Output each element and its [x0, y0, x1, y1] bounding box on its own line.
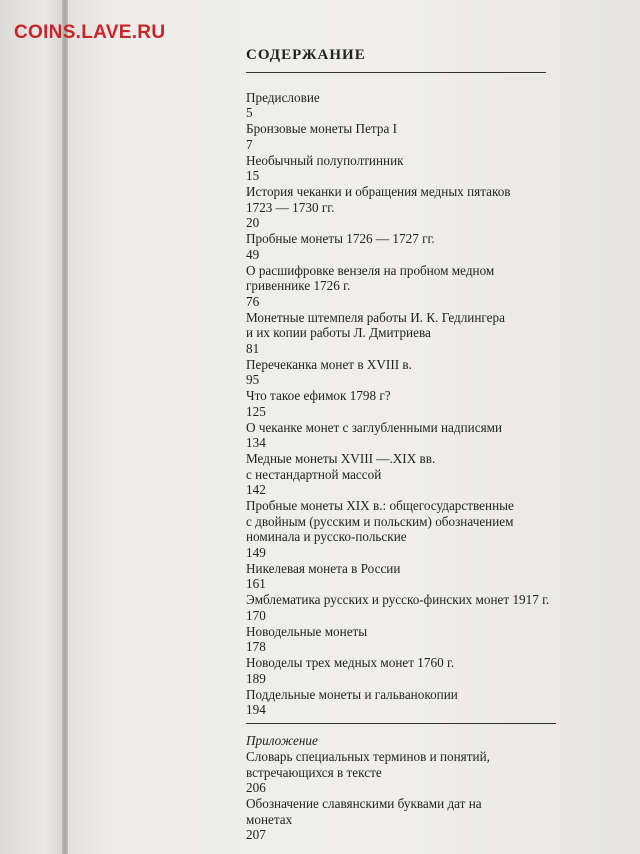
entry-page-number: 134 — [246, 435, 266, 450]
entry-page-number: 189 — [246, 670, 266, 686]
entry-page-number: 170 — [246, 607, 266, 623]
toc-entry — [246, 263, 566, 310]
toc-entry — [246, 90, 566, 121]
appendix-entries — [246, 749, 566, 843]
entry-title: Обозначение славянскими буквами дат на монетах — [246, 796, 482, 827]
entry-page-number: 20 — [246, 215, 260, 230]
entry-title: Новоделы трех медных монет 1760 г. — [246, 655, 455, 670]
entry-title: О чеканке монет с заглубленными надписями — [246, 419, 503, 435]
entry-page-number: 15 — [246, 168, 260, 183]
entry-page-number: 194 — [246, 702, 266, 717]
toc-entry — [246, 451, 566, 498]
entry-title: Пробные монеты XIX в.: общегосударственные с двойным (русским и польским) обозначением номинала и русско-польские — [246, 498, 514, 544]
entry-page-number: 206 — [246, 780, 266, 795]
toc-entry — [246, 624, 566, 655]
bottom-divider — [246, 723, 556, 724]
entry-title: Эмблематика русских и русско-финских монет 1917 г. — [246, 592, 550, 607]
watermark-text: COINS.LAVE.RU — [14, 22, 166, 43]
entry-page-number: 149 — [246, 544, 266, 560]
entry-title: Бронзовые монеты Петра I — [246, 121, 397, 136]
entry-title: Медные монеты XVIII —.XIX вв. с нестандартной массой — [246, 451, 436, 482]
toc-entry — [246, 749, 566, 796]
toc-entry — [246, 310, 566, 357]
toc-entry — [246, 184, 566, 231]
toc-entry — [246, 655, 566, 686]
entry-page-number: 178 — [246, 639, 266, 654]
top-divider — [246, 72, 546, 73]
entry-title: Никелевая монета в России — [246, 560, 401, 576]
entry-page-number: 81 — [246, 340, 260, 356]
toc-entry — [246, 498, 566, 560]
toc-entry — [246, 420, 566, 451]
entry-page-number: 125 — [246, 403, 266, 419]
toc-title: СОДЕРЖАНИЕ — [246, 47, 366, 63]
entry-title: Предисловие — [246, 89, 320, 105]
toc-entry — [246, 796, 566, 843]
entry-page-number: 207 — [246, 827, 266, 842]
entry-title: Пробные монеты 1726 — 1727 гг. — [246, 231, 435, 246]
left-page — [0, 0, 64, 854]
entry-title: Поддельные монеты и гальванокопии — [246, 686, 458, 702]
toc-entry — [246, 687, 566, 718]
entry-page-number: 142 — [246, 482, 266, 497]
entry-title: Новодельные монеты — [246, 623, 368, 639]
toc-entries — [246, 90, 566, 718]
table-of-contents — [246, 48, 566, 843]
toc-entry — [246, 153, 566, 184]
entry-page-number: 49 — [246, 246, 260, 262]
entry-page-number: 161 — [246, 576, 266, 591]
appendix-label: Приложение — [246, 732, 318, 748]
entry-title: Монетные штемпеля работы И. К. Гедлингера и их копии работы Л. Дмитриева — [246, 309, 505, 340]
entry-title: О расшифровке вензеля на пробном медном гривеннике 1726 г. — [246, 262, 495, 293]
toc-entry — [246, 561, 566, 592]
toc-entry — [246, 231, 566, 262]
entry-title: Что такое ефимок 1798 г? — [246, 388, 391, 403]
entry-title: Словарь специальных терминов и понятий, встречающихся в тексте — [246, 749, 490, 780]
entry-title: Перечеканка монет в XVIII в. — [246, 356, 412, 372]
entry-page-number: 7 — [246, 136, 253, 152]
toc-entry — [246, 357, 566, 388]
toc-entry — [246, 388, 566, 419]
entry-title: Необычный полуполтинник — [246, 152, 404, 168]
entry-page-number: 5 — [246, 105, 253, 120]
toc-entry — [246, 121, 566, 152]
toc-entry — [246, 592, 566, 623]
entry-title: История чеканки и обращения медных пятаков 1723 — 1730 гг. — [246, 184, 511, 215]
entry-page-number: 76 — [246, 293, 260, 309]
entry-page-number: 95 — [246, 372, 260, 387]
